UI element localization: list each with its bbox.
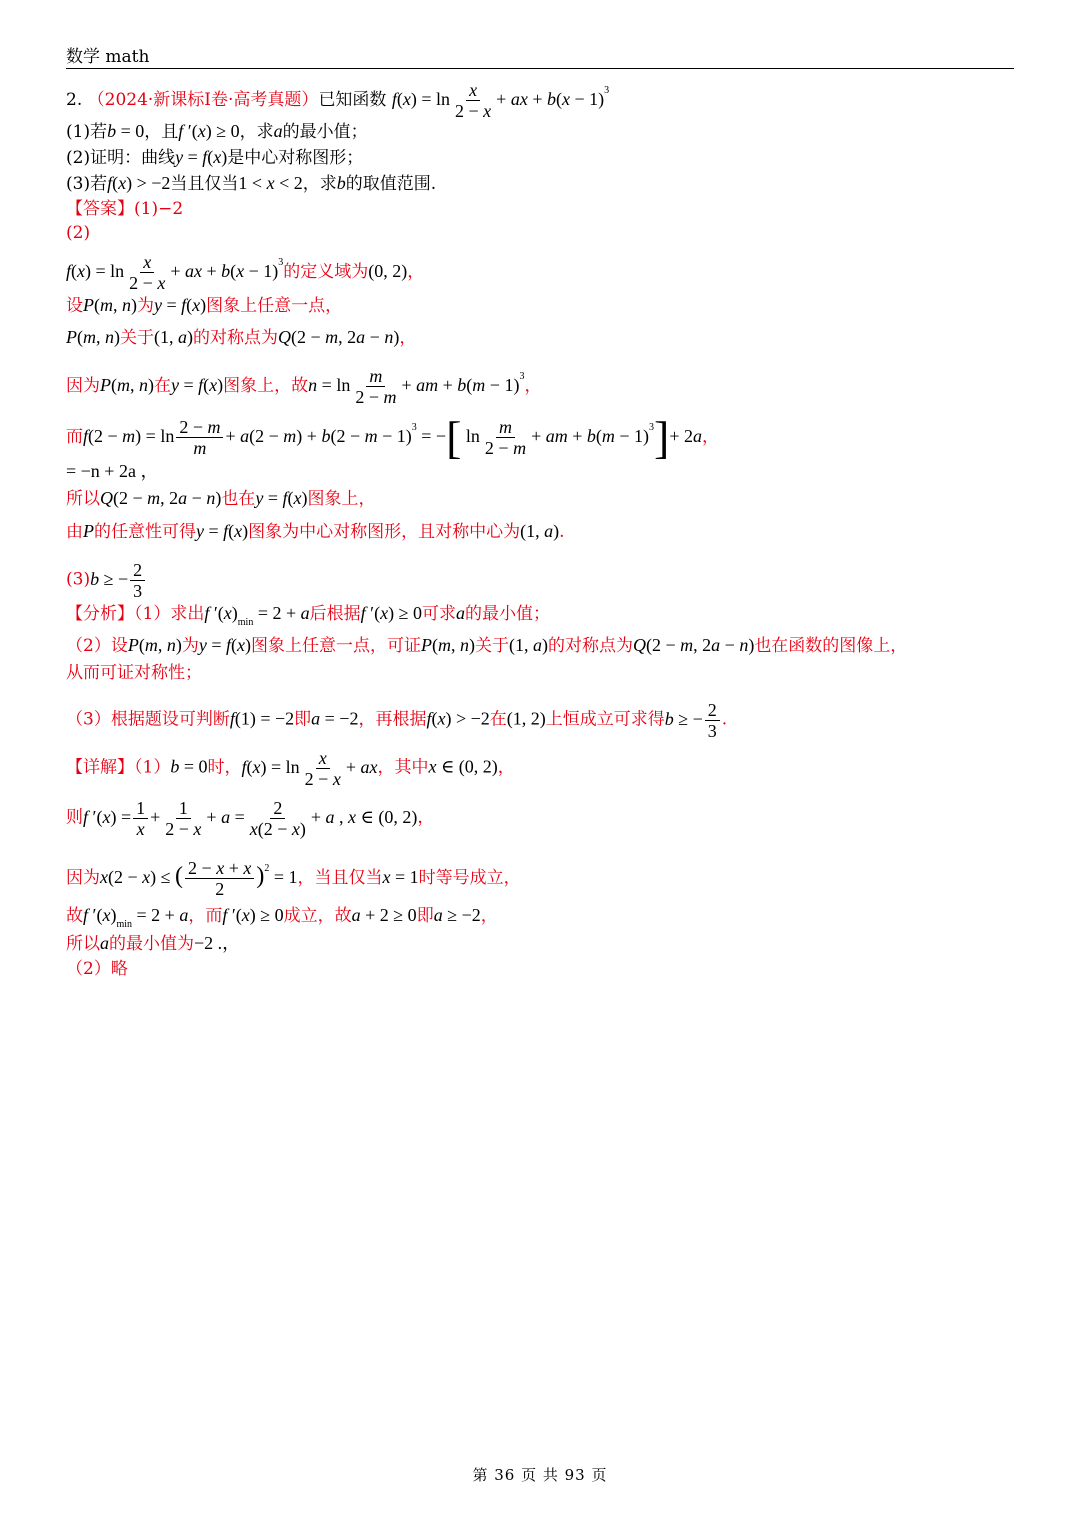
answer-domain-line: f(x) = ln $\frac{x}{2 - x}$ + ax + $b(x - 1)^3$的定义域为(0, 2)， bbox=[66, 252, 425, 294]
page-header bbox=[66, 42, 1014, 69]
detail-line1: 【详解】（1）b = 0时，f(x) = ln $\frac{x}{2 - x}$ + ax，其中x ∈ (0, 2)， bbox=[66, 748, 515, 789]
question-part3: (3)若f(x) > −2当且仅当1 < x < 2，求b的取值范围. bbox=[66, 173, 437, 194]
answer-step-sym: P(m, n)关于(1, a)的对称点为Q(2 − m, 2a − n)， bbox=[66, 327, 417, 348]
question-stem: 2. （2024·新课标Ⅰ卷·高考真题）已知函数 f(x) = ln $\frac{x}{2 - x}$ + ax + $b(x - 1)^3$ bbox=[66, 80, 610, 122]
answer-step-so: 所以Q(2 − m, 2a − n)也在y = f(x)图象上， bbox=[66, 488, 376, 509]
answer-step-set: 设P(m, n)为y = f(x)图象上任意一点， bbox=[66, 295, 343, 316]
answer-step-because: 因为P(m, n)在y = f(x)图象上，故n = ln $\frac{m}{2 - m}$ + am + $b(m - 1)^3$， bbox=[66, 366, 542, 408]
answer-step-and: 而f(2 − m) = ln $\frac{2 - m}{m}$ + $a(2 - m) + b(2 - m - 1)^3$ = −[ ln $\frac{m}{2 - m}$ + am + $b(m - 1)^3]+ 2a$， bbox=[66, 411, 720, 463]
answer-label: 【答案】 bbox=[66, 199, 134, 219]
detail-line6: （2）略 bbox=[66, 959, 128, 979]
header-title: 数学 math bbox=[66, 47, 150, 67]
detail-line3: 因为x(2 − x) ≤ ( $\frac{2 - x + x}{2}$ )$^2$ = 1，当且仅当x = 1时等号成立， bbox=[66, 858, 521, 900]
question-part1: (1)若b = 0，且f ′(x) ≥ 0，求a的最小值； bbox=[66, 121, 368, 142]
answer-part2-label: (2) bbox=[66, 223, 91, 243]
detail-line5: 所以a的最小值为−2 .， bbox=[66, 933, 241, 954]
analysis-line4: （3）根据题设可判断f(1) = −2即a = −2，再根据f(x) > −2在(1, 2)上恒成立可求得b ≥ − $\frac{2}{3}$ . bbox=[66, 700, 728, 741]
function-definition: f(x) = ln $\frac{x}{2 - x}$ + ax + $b(x - 1)^3$ bbox=[391, 80, 610, 122]
question-source: （2024·新课标Ⅰ卷·高考真题） bbox=[87, 90, 319, 110]
answer-label-line: 【答案】(1)−2 bbox=[66, 199, 184, 219]
detail-label: 【详解】 bbox=[66, 757, 134, 778]
answer-step-result: = −n + 2a ， bbox=[66, 461, 159, 481]
analysis-label: 【分析】 bbox=[66, 604, 134, 624]
analysis-line2: （2）设P(m, n)为y = f(x)图象上任意一点，可证P(m, n)关于(1, a)的对称点为Q(2 − m, 2a − n)也在函数的图像上， bbox=[66, 635, 908, 656]
answer-part3: (3)b ≥ − $\frac{2}{3}$ bbox=[66, 560, 147, 601]
analysis-line1: 【分析】（1）求出f $'(x)_{min} = 2 + a$后根据f ′(x) ≥ 0可求a的最小值； bbox=[66, 603, 550, 628]
analysis-line3: 从而可证对称性； bbox=[66, 663, 202, 683]
page-footer bbox=[0, 1464, 1080, 1485]
question-part2: (2)证明：曲线y = f(x)是中心对称图形； bbox=[66, 147, 364, 168]
answer-step-conclude: 由P的任意性可得y = f(x)图象为中心对称图形，且对称中心为(1, a). bbox=[66, 521, 565, 542]
page-number: 第 36 页 共 93 页 bbox=[472, 1466, 608, 1484]
detail-line2: 则f ′(x) = $\frac{1}{x}$ + $\frac{1}{2 - x}$ + a = $\frac{2}{x(2 - x)}$ + a , x ∈ (0, 2)， bbox=[66, 798, 435, 839]
detail-line4: 故f $'(x)_{min} = 2 + a$，而f ′(x) ≥ 0成立，故a + 2 ≥ 0即a ≥ −2， bbox=[66, 905, 498, 930]
